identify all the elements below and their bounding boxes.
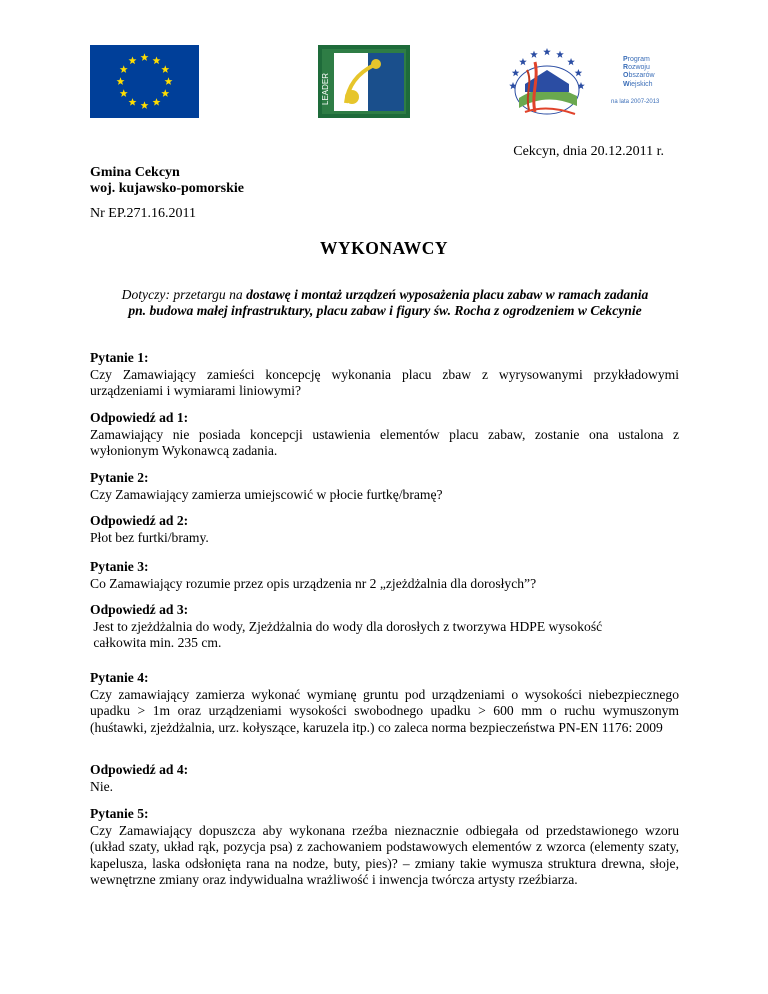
answer-text: Zamawiający nie posiada koncepcji ustawienia elementów placu zabaw, zostanie ona ustalona z wyłonionym Wykonawcą zadania. [90,426,679,458]
answer-2 [90,513,679,546]
eu-stars-icon [90,45,199,118]
prow-star [575,69,583,76]
question-text: Czy Zamawiający zamierza umiejscowić w płocie furtkę/bramę? [90,486,443,502]
question-text: Co Zamawiający rozumie przez opis urządzenia nr 2 „zjeżdżalnia dla dorosłych”? [90,575,537,591]
prow-years: na lata 2007-2013 [611,99,660,105]
question-text: Czy zamawiający zamierza wykonać wymianę gruntu pod urządzeniami o wysokości niebezpiecznego upadku > 1m oraz urządzeniami wysokości swobodnego upadku > 600 mm o ruchu wymuszonym (huśtawki, zjeżdżalnia, urz. kołyszące, karuzela itp.) co zaleca norma bezpieczeństwa PN-EN 1176: 2009 [90,686,679,735]
answer-text: Płot bez furtki/bramy. [90,529,209,545]
answer-text-line-1: Jest to zjeżdżalnia do wody, Zjeżdżalnia do wody dla dorosłych z tworzywa HDPE wysokość [90,618,603,634]
answer-label: Odpowiedź ad 4: [90,762,189,777]
subject-bold-2: pn. budowa małej infrastruktury, placu zabaw i figury św. Rocha z ogrodzeniem w Cekcynie [128,303,642,318]
question-5 [90,806,679,889]
question-2 [90,470,679,503]
question-label: Pytanie 5: [90,806,149,821]
question-text: Czy Zamawiający dopuszcza aby wykonana rzeźba nieznacznie odbiegała od przedstawionego wzoru (układ szaty, układ rąk, pozycja psa) z zachowaniem podstawowych elementów z wzorca (elementy szaty, kapelusza, laska odsłonięta rana na nodze, buty, pies)? – zmiany takie wymusza struktura drewna, słoje, wewnętrzne zmiany oraz indywidualna wrażliwość i inwencja twórcza artysty rzeźbiarza. [90,822,679,887]
answer-label: Odpowiedź ad 3: [90,602,189,617]
answer-text-line-2: całkowita min. 235 cm. [90,635,222,650]
prow-logo [505,40,675,122]
question-label: Pytanie 4: [90,670,149,685]
prow-star [567,58,575,65]
prow-star [530,51,538,58]
answer-4 [90,762,679,795]
question-label: Pytanie 3: [90,559,149,574]
document-date: Cekcyn, dnia 20.12.2011 r. [513,144,664,159]
prow-star [512,69,520,76]
question-label: Pytanie 1: [90,350,149,365]
leader-logo [318,45,410,118]
subject-bold-1: dostawę i montaż urządzeń wyposażenia placu zabaw w ramach zadania [246,287,649,302]
issuer-municipality: Gmina Cekcyn [90,165,180,180]
answer-label: Odpowiedź ad 2: [90,513,189,528]
prow-star [543,48,551,55]
question-1 [90,350,679,400]
question-4 [90,670,679,736]
subject-line [90,287,680,319]
question-3 [90,559,679,592]
question-text: Czy Zamawiający zamieści koncepcję wykonania placu zbaw z wyrysowanymi przykładowymi urządzeniami i wymiarami liniowymi? [90,366,679,398]
leader-wordmark: LEADER [321,72,330,105]
answer-1 [90,410,679,460]
document-title: WYKONAWCY [320,238,448,258]
subject-prefix: Dotyczy: przetargu na [121,287,247,302]
prow-star [556,51,564,58]
answer-label: Odpowiedź ad 1: [90,410,189,425]
eu-flag-logo [90,45,199,118]
reference-number: Nr EP.271.16.2011 [90,206,197,221]
answer-text: Nie. [90,778,114,794]
prow-star [519,58,527,65]
prow-name-block: Program Rozwoju Obszarów Wiejskich [623,56,655,88]
issuer-voivodeship: woj. kujawsko-pomorskie [90,181,245,196]
question-label: Pytanie 2: [90,470,149,485]
answer-3 [90,602,679,652]
